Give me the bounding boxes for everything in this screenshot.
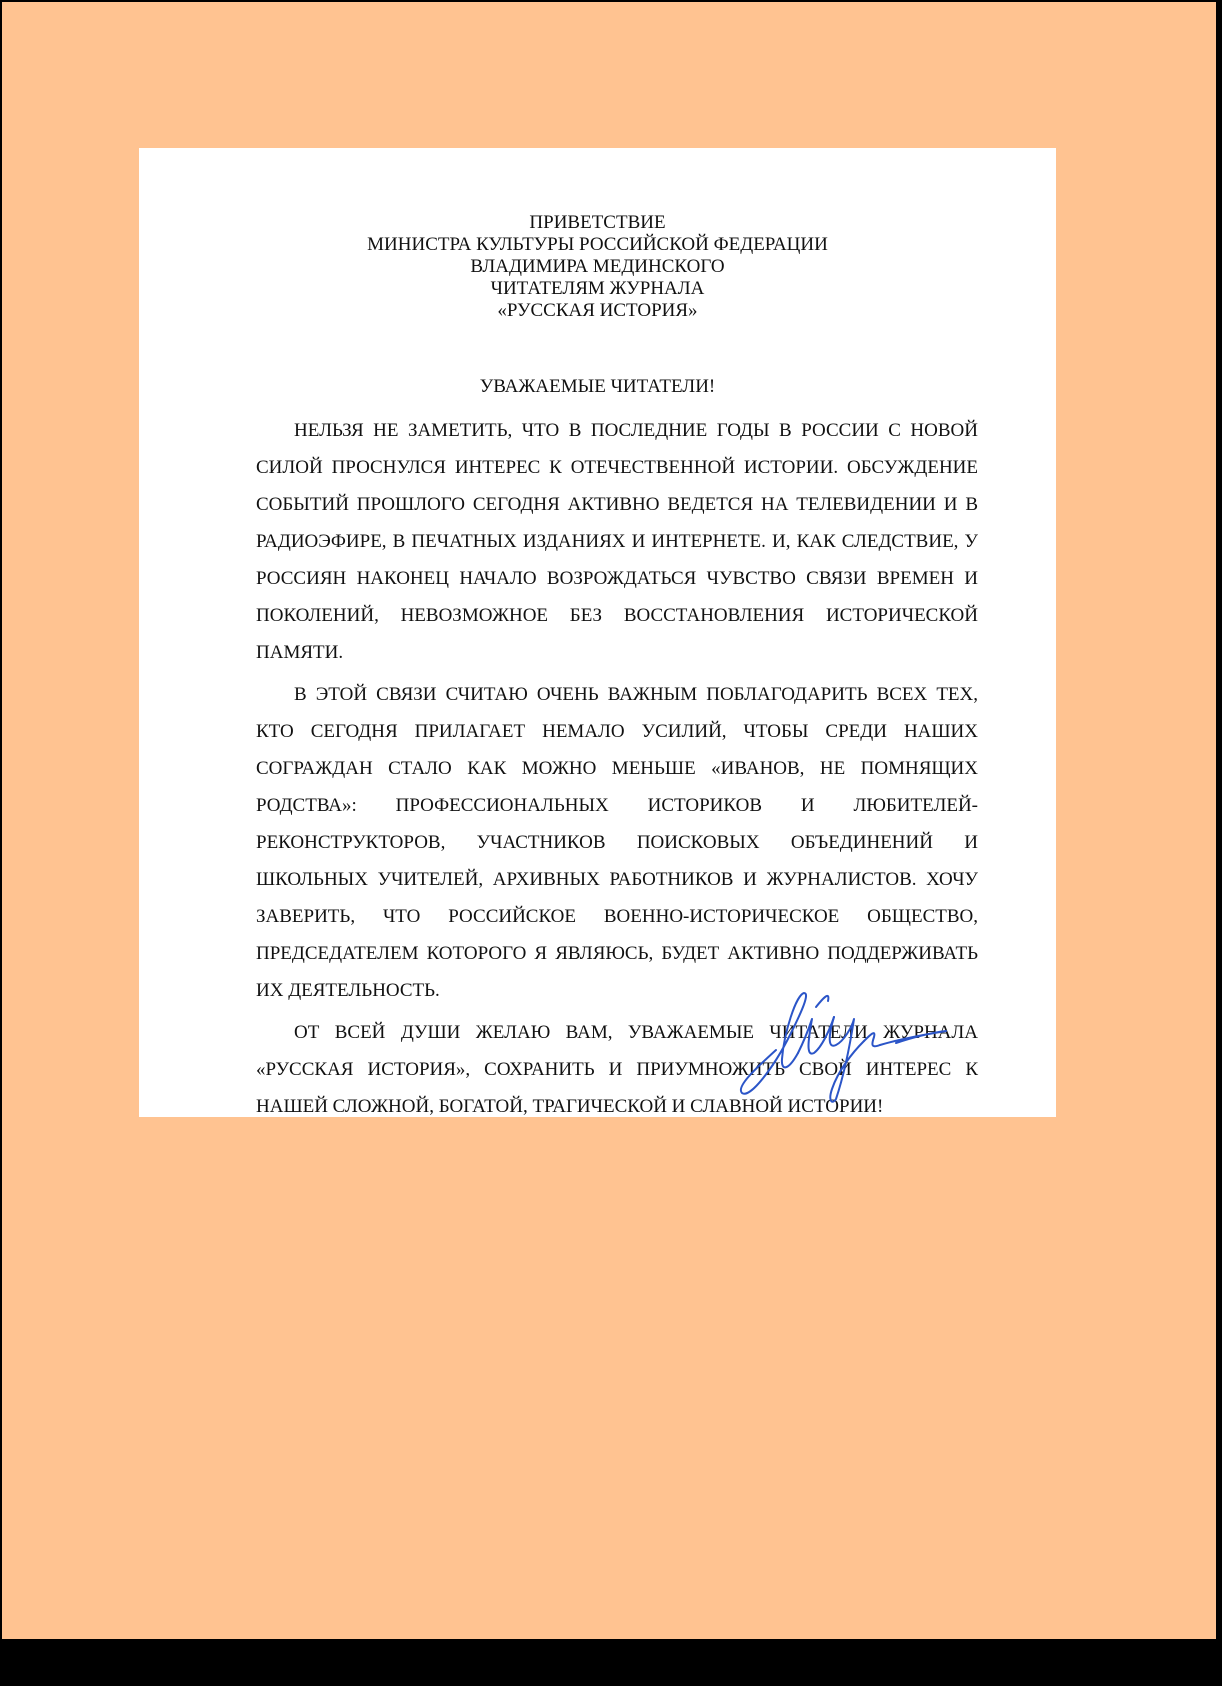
heading-line-title: ПРИВЕТСТВИЕ — [529, 212, 666, 233]
heading-line-readers: ЧИТАТЕЛЯМ ЖУРНАЛА — [490, 278, 705, 299]
heading-line-minister: МИНИСТРА КУЛЬТУРЫ РОССИЙСКОЙ ФЕДЕРАЦИИ — [367, 234, 828, 255]
paragraph-1: НЕЛЬЗЯ НЕ ЗАМЕТИТЬ, ЧТО В ПОСЛЕДНИЕ ГОДЫ В РОССИИ С НОВОЙ СИЛОЙ ПРОСНУЛСЯ ИНТЕРЕС К ОТЕЧЕСТВЕННОЙ ИСТОРИИ. ОБСУЖДЕНИЕ СОБЫТИЙ ПРОШЛОГО СЕГОДНЯ АКТИВНО ВЕДЕТСЯ НА ТЕЛЕВИДЕНИИ И В РАДИОЭФИРЕ, В ПЕЧАТНЫХ ИЗДАНИЯХ И ИНТЕРНЕТЕ. И, КАК СЛЕДСТВИЕ, У РОССИЯН НАКОНЕЦ НАЧАЛО ВОЗРОЖДАТЬСЯ ЧУВСТВО СВЯЗИ ВРЕМЕН И ПОКОЛЕНИЙ, НЕВОЗМОЖНОЕ БЕЗ ВОССТАНОВЛЕНИЯ ИСТОРИЧЕСКОЙ ПАМЯТИ. — [256, 420, 978, 663]
letter-sheet — [139, 148, 1056, 1117]
salutation: УВАЖАЕМЫЕ ЧИТАТЕЛИ! — [479, 376, 716, 397]
handwritten-signature — [724, 975, 954, 1105]
heading-line-journal: «РУССКАЯ ИСТОРИЯ» — [497, 300, 698, 321]
letter-heading — [139, 212, 1056, 322]
heading-line-name: ВЛАДИМИРА МЕДИНСКОГО — [470, 256, 725, 277]
paragraph-3: ОТ ВСЕЙ ДУШИ ЖЕЛАЮ ВАМ, УВАЖАЕМЫЕ ЧИТАТЕЛИ ЖУРНАЛА «РУССКАЯ ИСТОРИЯ», СОХРАНИТЬ И ПРИУМНОЖИТЬ СВОЙ ИНТЕРЕС К НАШЕЙ СЛОЖНОЙ, БОГАТОЙ, ТРАГИЧЕСКОЙ И СЛАВНОЙ ИСТОРИИ! — [256, 1022, 978, 1117]
paragraph-2: В ЭТОЙ СВЯЗИ СЧИТАЮ ОЧЕНЬ ВАЖНЫМ ПОБЛАГОДАРИТЬ ВСЕХ ТЕХ, КТО СЕГОДНЯ ПРИЛАГАЕТ НЕМАЛО УСИЛИЙ, ЧТОБЫ СРЕДИ НАШИХ СОГРАЖДАН СТАЛО КАК МОЖНО МЕНЬШЕ «ИВАНОВ, НЕ ПОМНЯЩИХ РОДСТВА»: ПРОФЕССИОНАЛЬНЫХ ИСТОРИКОВ И ЛЮБИТЕЛЕЙ-РЕКОНСТРУКТОРОВ, УЧАСТНИКОВ ПОИСКОВЫХ ОБЪЕДИНЕНИЙ И ШКОЛЬНЫХ УЧИТЕЛЕЙ, АРХИВНЫХ РАБОТНИКОВ И ЖУРНАЛИСТОВ. ХОЧУ ЗАВЕРИТЬ, ЧТО РОССИЙСКОЕ ВОЕННО-ИСТОРИЧЕСКОЕ ОБЩЕСТВО, ПРЕДСЕДАТЕЛЕМ КОТОРОГО Я ЯВЛЯЮСЬ, БУДЕТ АКТИВНО ПОДДЕРЖИВАТЬ ИХ ДЕЯТЕЛЬНОСТЬ. — [256, 684, 978, 1001]
